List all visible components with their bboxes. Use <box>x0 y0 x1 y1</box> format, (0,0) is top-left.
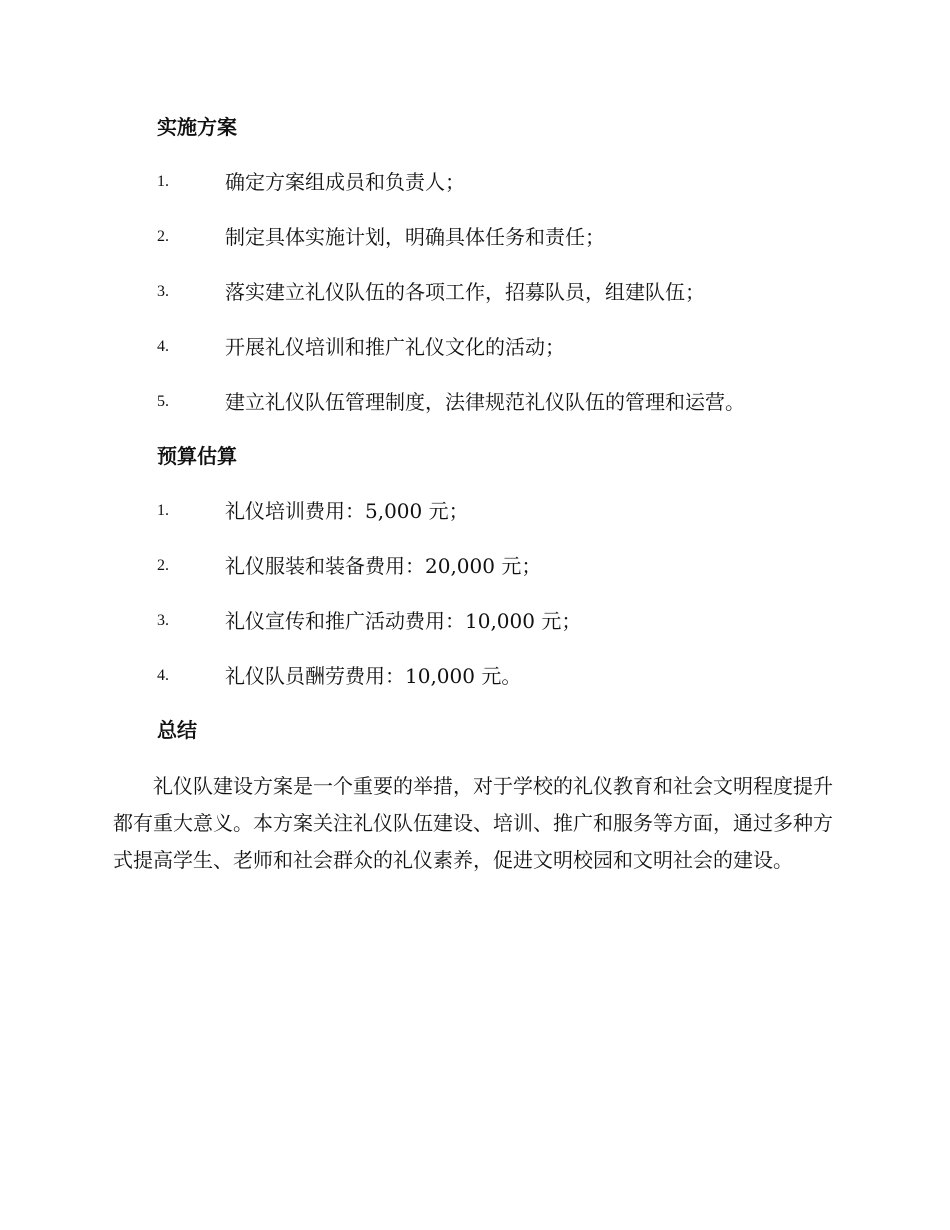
list-item-number: 1. <box>157 502 169 519</box>
list-item-text: 建立礼仪队伍管理制度，法律规范礼仪队伍的管理和运营。 <box>225 390 745 414</box>
list-item <box>157 277 857 307</box>
list-item-number: 3. <box>157 283 169 300</box>
section-title-summary: 总结 <box>157 718 197 742</box>
list-item <box>157 606 857 636</box>
list-item-text: 礼仪服装和装备费用：20,000 元； <box>225 554 542 578</box>
list-item <box>157 387 857 417</box>
list-item <box>157 496 857 526</box>
section-title-implementation: 实施方案 <box>157 115 237 139</box>
summary-paragraph: 礼仪队建设方案是一个重要的举措，对于学校的礼仪教育和社会文明程度提升都有重大意义。本方案关注礼仪队伍建设、培训、推广和服务等方面，通过多种方式提高学生、老师和社会群众的礼仪素养，促进文明校园和文明社会的建设。 <box>113 774 833 872</box>
list-item-text: 开展礼仪培训和推广礼仪文化的活动； <box>225 335 565 359</box>
list-item-text: 礼仪宣传和推广活动费用：10,000 元； <box>225 609 582 633</box>
section-title-budget: 预算估算 <box>157 444 237 468</box>
list-item-number: 3. <box>157 612 169 629</box>
list-item-number: 4. <box>157 667 169 684</box>
list-item <box>157 332 857 362</box>
list-item-text: 制定具体实施计划，明确具体任务和责任； <box>225 225 605 249</box>
list-item <box>157 167 857 197</box>
list-item-number: 2. <box>157 557 169 574</box>
list-item-number: 2. <box>157 228 169 245</box>
list-item <box>157 222 857 252</box>
list-item-text: 礼仪队员酬劳费用：10,000 元。 <box>225 664 522 688</box>
list-item <box>157 551 857 581</box>
list-item-number: 1. <box>157 173 169 190</box>
list-item <box>157 661 857 691</box>
list-item-number: 4. <box>157 338 169 355</box>
list-item-text: 落实建立礼仪队伍的各项工作，招募队员，组建队伍； <box>225 280 705 304</box>
list-item-text: 礼仪培训费用：5,000 元； <box>225 499 469 523</box>
list-item-number: 5. <box>157 393 169 410</box>
list-item-text: 确定方案组成员和负责人； <box>225 170 465 194</box>
